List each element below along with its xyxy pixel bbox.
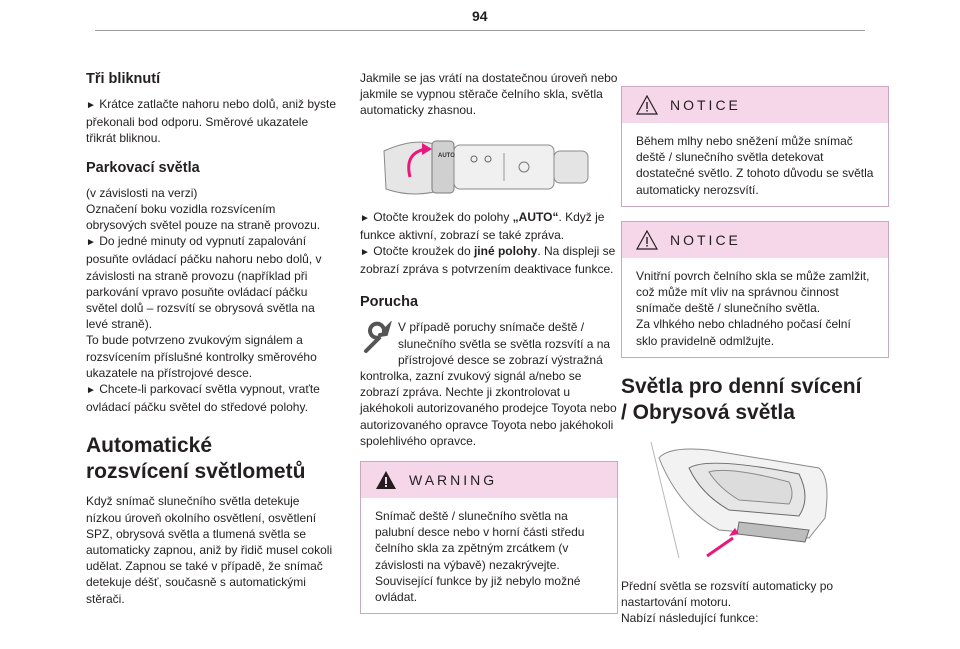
para-lights-off: Jakmile se jas vrátí na dostatečnou úroveň nebo jakmile se vypnou stěrače čelního skla, světla automaticky zhasnou. [360, 71, 618, 118]
notice-title: NOTICE [670, 97, 741, 113]
notice-triangle-icon [636, 230, 658, 250]
heading-fault: Porucha [360, 294, 419, 311]
column-right [621, 86, 889, 638]
page-number: 94 [472, 8, 488, 24]
column-middle [360, 70, 618, 628]
heading-three-flashes: Tři bliknutí [86, 71, 161, 87]
notice-text: Vnitřní povrch čelního skla se může zamlžit, což může mít vliv na správnou činnost snímače deště / slunečního světla. Za vlhkého nebo chladného počasí čelní sklo pravidelně odmlžujte. [636, 268, 870, 348]
notice-triangle-icon [636, 95, 658, 115]
headlight-illustration [649, 438, 839, 568]
bullet-arrow-icon: ► [86, 385, 96, 397]
heading-daytime-lights: Světla pro denní svícení / Obrysová světla [621, 374, 862, 424]
notice-title: NOTICE [670, 231, 741, 248]
stalk-illustration [374, 133, 598, 201]
notice-box-fogging [621, 221, 889, 358]
notice-text: Během mlhy nebo sněžení může snímač deště / slunečního světla detekovat dostatečné světlo. Z tohoto důvodu se světla automaticky nerozsvítí. [636, 134, 874, 197]
stalk-auto-label: AUTO [438, 152, 455, 159]
para-daytime-lights: Přední světla se rozsvítí automaticky po nastartování motoru. Nabízí následující funkce: [621, 578, 834, 626]
heading-auto-headlights: Automatické rozsvícení světlometů [86, 434, 306, 484]
warning-triangle-icon [375, 470, 397, 490]
warning-title: WARNING [409, 472, 498, 489]
para-auto-headlights: Když snímač slunečního světla detekuje nízkou úroveň okolního osvětlení, osvětlení SPZ, obrysová světla a tlumená světla se automaticky zapnou, aniž by řidič musel cokoli udělat. Zapnou se také v případě, že snímač detekuje déšť, současně s automatickými stěrači. [86, 494, 333, 606]
para-auto-steps: ► Otočte kroužek do polohy „AUTO“. Když je funkce aktivní, zobrazí se také zpráva. ► Otočte kroužek do jiné polohy. Na displeji se zobrazí zpráva s potvrzením deaktivace funkce. [360, 209, 616, 277]
notice-box-fog [621, 86, 889, 207]
para-fault: V případě poruchy snímače deště / slunečního světla se světla rozsvítí a na přístrojové desce se zobrazí výstražná kontrolka, zazní zvukový signál a/nebo se zobrazí zpráva. Nechte ji zkontrolovat u jakéhokoli autorizovaného prodejce Toyota nebo autorizovaného opravce Toyota nebo jakéhokoli spolehlivého opravce. [360, 320, 617, 448]
bullet-arrow-icon: ► [86, 237, 96, 249]
wrench-icon [360, 321, 394, 355]
header-rule [95, 30, 865, 31]
para-parking-lights: (v závislosti na verzi) Označení boku vozidla rozsvícením obrysových světel pouze na straně provozu. ► Do jedné minuty od vypnutí zapalování posuňte ovládací páčku nahoru nebo dolů, v závislosti na straně provozu (například při parkování vpravo posuňte ovládací páčku světel dolů – rozsvítí se obrysová světla na levé straně). To bude potvrzeno zvukovým signálem a rozsvícením příslušné kontrolky směrového ukazatele na přístrojové desce. ► Chcete-li parkovací světla vypnout, vraťte ovládací páčku světel do středové polohy. [86, 185, 322, 415]
warning-text: Snímač deště / slunečního světla na palubní desce nebo v horní části středu čelního skla za zpětným zrcátkem (v závislosti na výbavě) nezakrývejte. Související funkce by již nebylo možné ovládat. [375, 509, 585, 605]
heading-parking-lights: Parkovací světla [86, 159, 200, 176]
column-left [86, 70, 338, 619]
para-three-flashes: ► Krátce zatlačte nahoru nebo dolů, aniž byste překonali bod odporu. Směrové ukazatele třikrát bliknou. [86, 97, 337, 146]
bullet-arrow-icon: ► [86, 100, 96, 111]
warning-box [360, 461, 618, 614]
